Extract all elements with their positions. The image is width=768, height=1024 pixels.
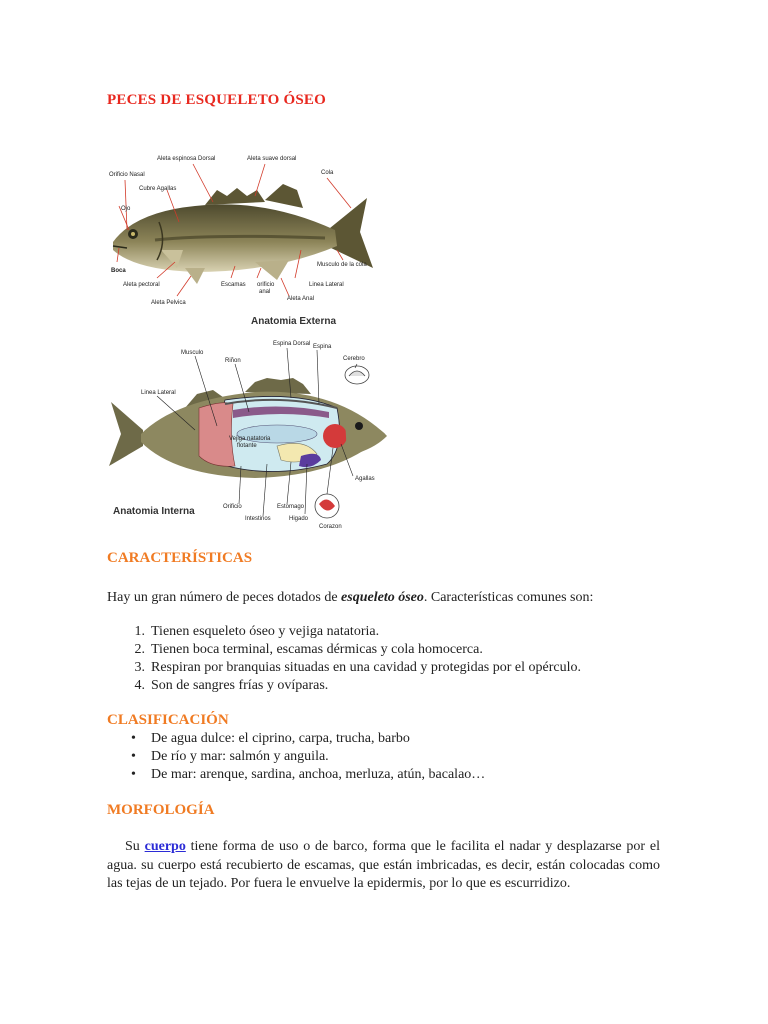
- clasificacion-list: [107, 730, 485, 784]
- list-item: [107, 748, 485, 766]
- intro-text-pre: Hay un gran número de peces dotados de: [107, 590, 342, 605]
- label-aleta-suave: Aleta suave dorsal: [247, 156, 297, 162]
- list-item-text: Tienen esqueleto óseo y vejiga natatoria.: [151, 624, 380, 639]
- label-corazon: Corazon: [319, 524, 342, 530]
- label-espina-dorsal: Espina Dorsal: [273, 341, 311, 347]
- internal-anatomy-figure: [105, 338, 395, 533]
- list-item-number: 1.: [134, 624, 145, 639]
- internal-figure-caption: Anatomia Interna: [113, 506, 195, 517]
- label-orificio-anal-2: anal: [259, 289, 271, 295]
- label-linea-lateral-int: Linea Lateral: [141, 390, 176, 396]
- list-item: [107, 641, 581, 659]
- bullet-icon: •: [131, 749, 136, 764]
- label-vejiga-1: Vejiga natatoria: [229, 436, 271, 442]
- label-boca: Boca: [111, 268, 126, 274]
- list-item-text: De agua dulce: el ciprino, carpa, trucha, barbo: [151, 731, 410, 746]
- caracteristicas-heading: CARACTERÍSTICAS: [107, 550, 253, 566]
- clasificacion-heading: CLASIFICACIÓN: [107, 712, 229, 728]
- label-rinon: Riñon: [225, 358, 241, 364]
- external-figure-caption: Anatomia Externa: [251, 316, 337, 327]
- label-intestinos: Intestinos: [245, 516, 271, 522]
- label-orificio-nasal: Orificio Nasal: [109, 172, 145, 178]
- morfologia-paragraph: [107, 838, 660, 894]
- cuerpo-link[interactable]: cuerpo: [144, 839, 186, 854]
- label-musculo: Musculo: [181, 350, 204, 356]
- label-orificio-anal-1: orificio: [257, 282, 275, 288]
- list-item: [107, 623, 581, 641]
- intro-text-post: . Características comunes son:: [423, 590, 594, 605]
- list-item-text: De río y mar: salmón y anguila.: [151, 749, 329, 764]
- page-title: PECES DE ESQUELETO ÓSEO: [107, 92, 326, 108]
- label-espina: Espina: [313, 344, 332, 350]
- label-cola: Cola: [321, 170, 334, 176]
- caracteristicas-intro: [107, 589, 660, 607]
- list-item-number: 2.: [134, 642, 145, 657]
- list-item: [107, 766, 485, 784]
- label-orificio: Orificio: [223, 504, 242, 510]
- bullet-icon: •: [131, 767, 136, 782]
- label-cerebro: Cerebro: [343, 356, 365, 362]
- morfologia-heading: MORFOLOGÍA: [107, 802, 215, 818]
- label-aleta-espinosa: Aleta espinosa Dorsal: [157, 156, 216, 162]
- list-item: [107, 730, 485, 748]
- list-item-text: De mar: arenque, sardina, anchoa, merluza, atún, bacalao…: [151, 767, 486, 782]
- label-higado: Higado: [289, 516, 309, 522]
- label-escamas: Escamas: [221, 282, 246, 288]
- external-fish-illustration: [113, 184, 373, 284]
- label-aleta-anal: Aleta Anal: [287, 296, 315, 302]
- label-agallas: Agallas: [355, 476, 375, 482]
- label-aleta-pelvica: Aleta Pelvica: [151, 300, 186, 306]
- label-aleta-pectoral: Aleta pectoral: [123, 282, 160, 288]
- list-item: [107, 677, 581, 695]
- morfologia-text-post: tiene forma de uso o de barco, forma que le facilita el nadar y desplazarse por el agua. su cuerpo está recubierto de escamas, que están imbricadas, es decir, están colocadas como las tejas de un tejado. Por fuera le envuelve la epidermis, por lo que es escurridizo.: [107, 839, 660, 891]
- external-anatomy-figure: [105, 150, 395, 330]
- label-linea-lateral: Linea Lateral: [309, 282, 344, 288]
- internal-fish-illustration: [109, 366, 387, 518]
- label-vejiga-2: flotante: [237, 443, 257, 449]
- label-estomago: Estomago: [277, 504, 305, 510]
- list-item-number: 4.: [134, 678, 145, 693]
- list-item-text: Son de sangres frías y ovíparas.: [151, 678, 329, 693]
- label-musculo-cola: Musculo de la cola: [317, 262, 367, 268]
- label-cubre-agallas: Cubre Agallas: [139, 186, 177, 192]
- label-ojo: Ojo: [121, 206, 131, 212]
- list-item-number: 3.: [134, 660, 145, 675]
- bullet-icon: •: [131, 731, 136, 746]
- morfologia-text-pre: Su: [125, 839, 145, 854]
- caracteristicas-list: [107, 623, 581, 695]
- intro-emphasis: esqueleto óseo: [341, 590, 424, 605]
- list-item: [107, 659, 581, 677]
- list-item-text: Respiran por branquias situadas en una cavidad y protegidas por el opérculo.: [151, 660, 581, 675]
- list-item-text: Tienen boca terminal, escamas dérmicas y cola homocerca.: [151, 642, 483, 657]
